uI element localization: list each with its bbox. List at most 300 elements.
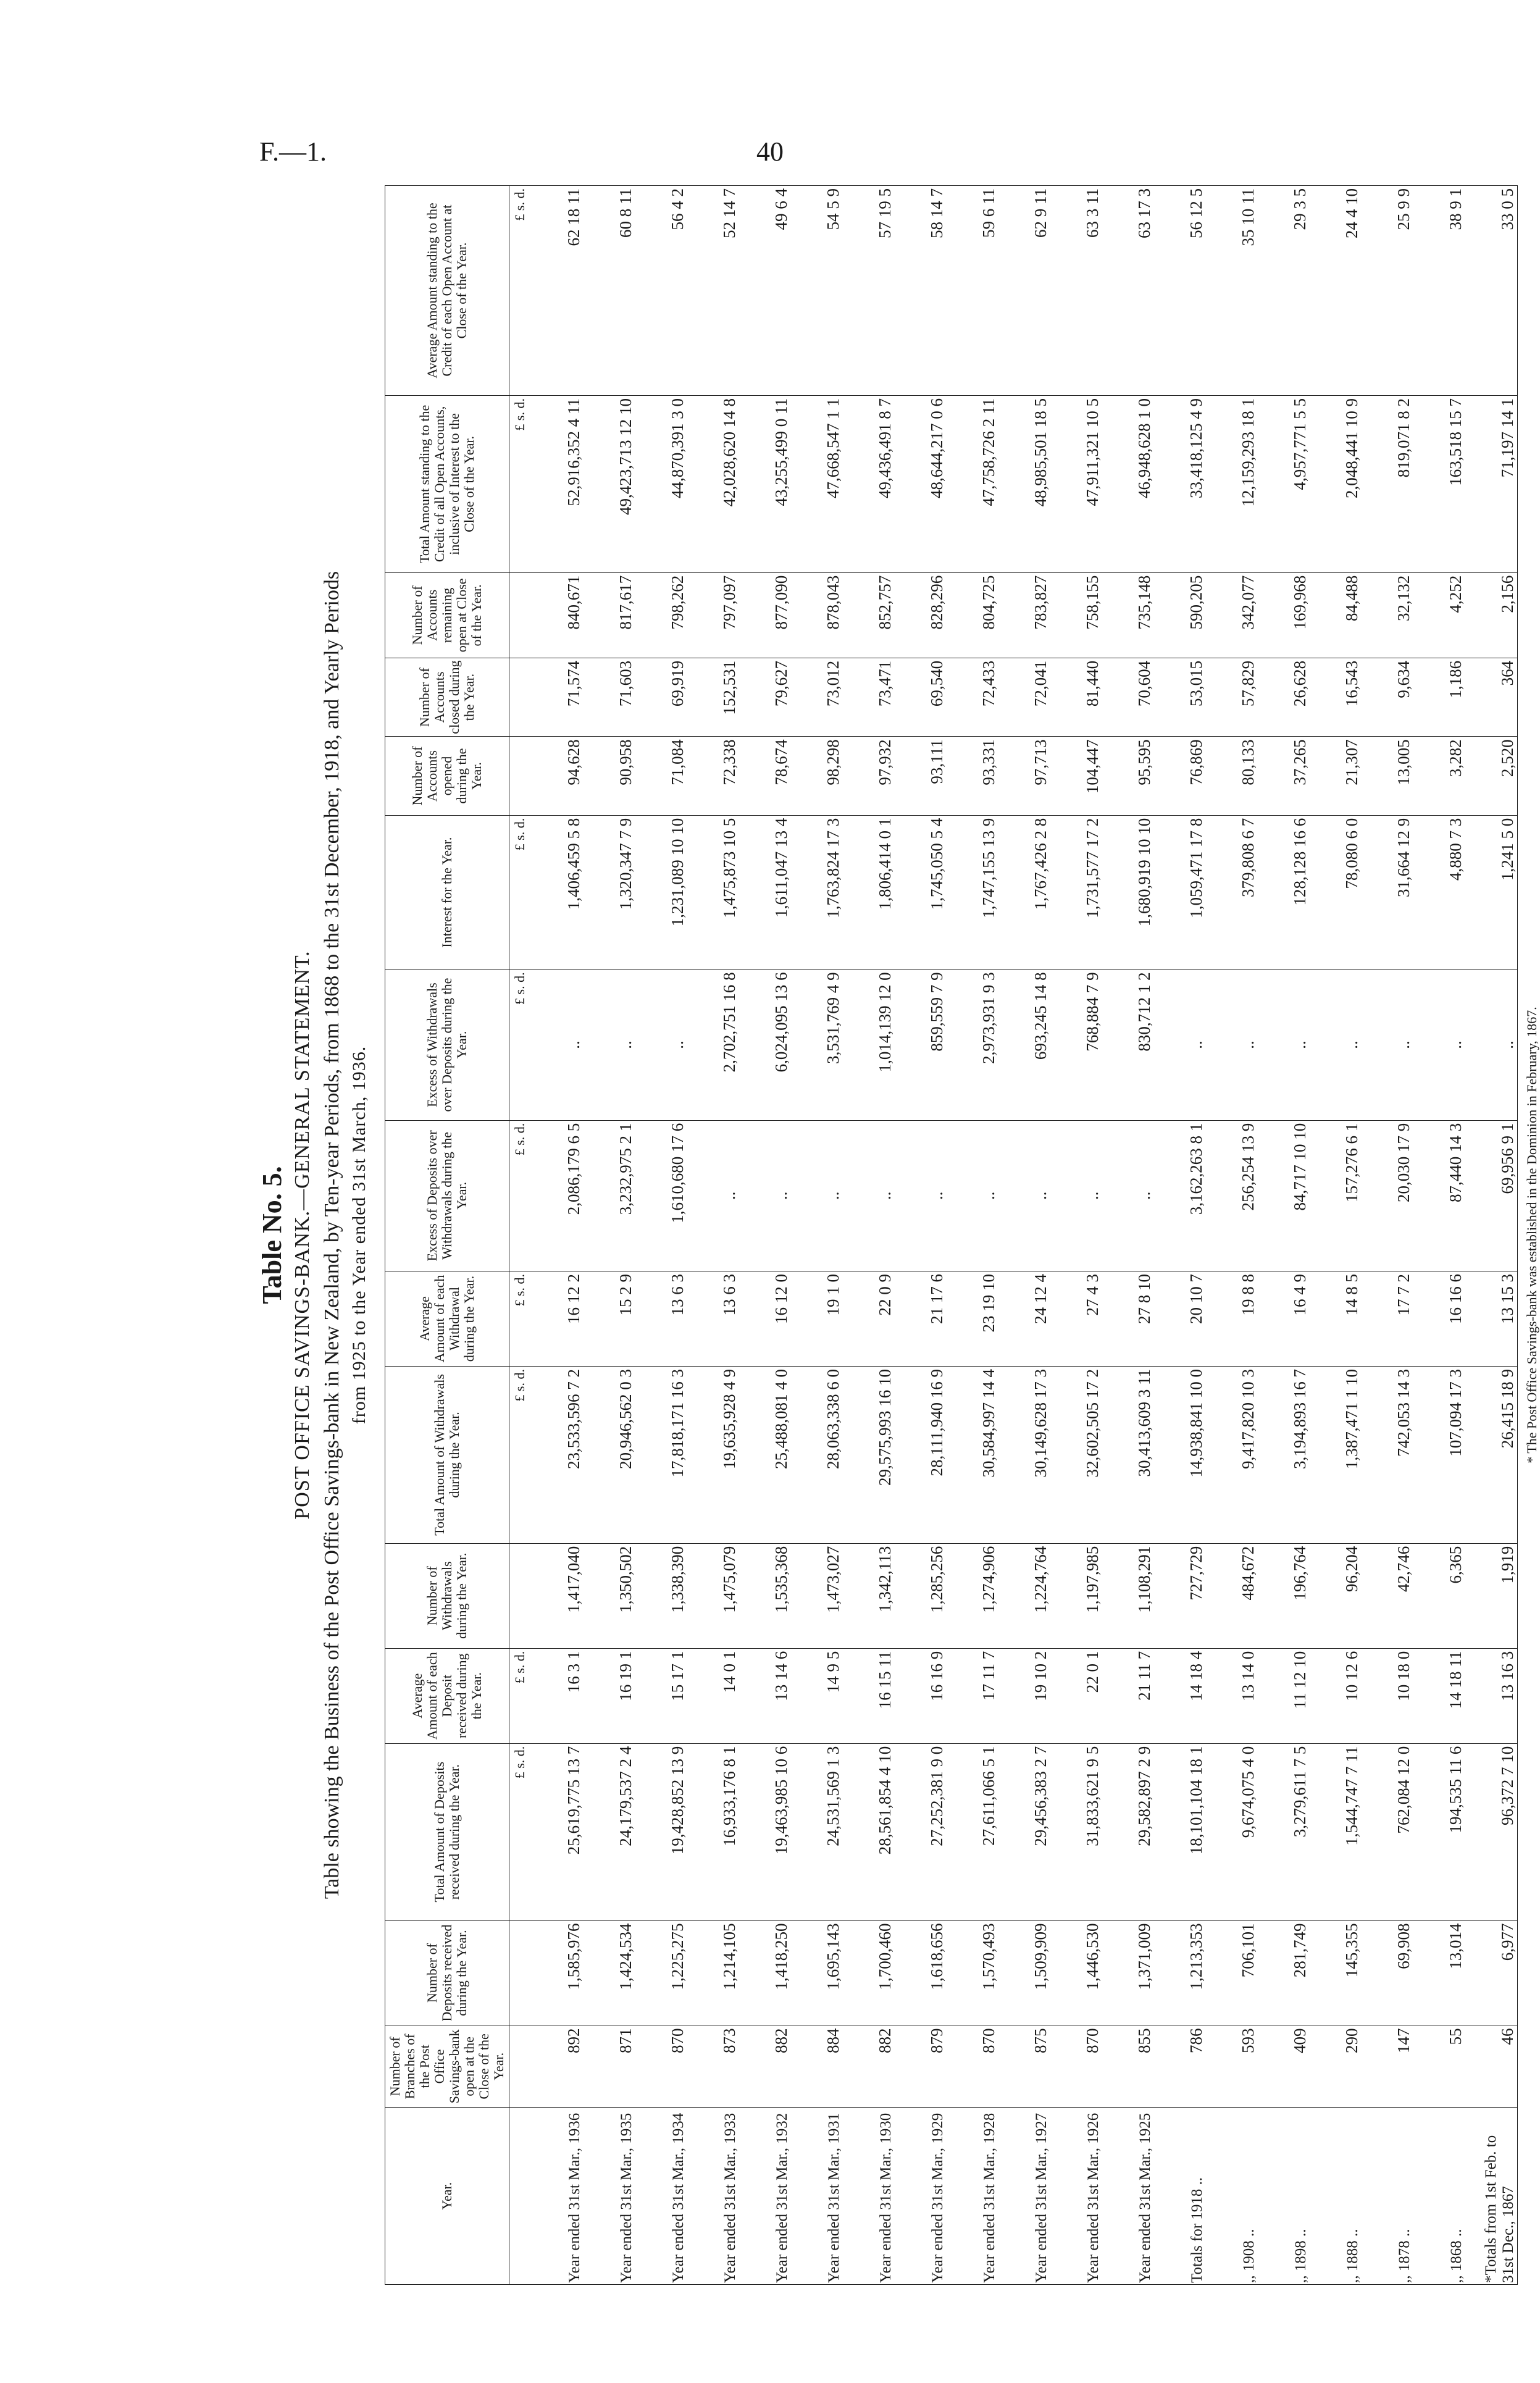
table-row bbox=[687, 186, 739, 2285]
table-cell: 72,041 bbox=[998, 658, 1050, 736]
row-label: Year ended 31st Mar., 1935 bbox=[584, 2108, 635, 2285]
column-header: Interest for the Year. bbox=[385, 815, 509, 970]
table-cell: 706,101 bbox=[1206, 1920, 1258, 2025]
table-cell: 23 19 10 bbox=[947, 1271, 998, 1366]
table-row bbox=[635, 186, 687, 2285]
table-row bbox=[791, 186, 843, 2285]
table-cell: 194,535 11 6 bbox=[1413, 1743, 1465, 1920]
table-cell: 79,627 bbox=[739, 658, 791, 736]
column-header: Number of Deposits received during the Year. bbox=[385, 1920, 509, 2025]
table-cell: .. bbox=[1258, 970, 1310, 1120]
table-cell: 1,475,873 10 5 bbox=[687, 815, 739, 970]
table-cell: 1,418,250 bbox=[739, 1920, 791, 2025]
table-cell: 104,447 bbox=[1050, 737, 1102, 815]
table-cell: 24 12 4 bbox=[998, 1271, 1050, 1366]
table-cell: 27,611,066 5 1 bbox=[947, 1743, 998, 1920]
table-row bbox=[895, 186, 947, 2285]
table-cell: 13 6 3 bbox=[635, 1271, 687, 1366]
table-cell: 1,763,824 17 3 bbox=[791, 815, 843, 970]
table-cell: 892 bbox=[528, 2025, 584, 2108]
table-cell: 16,543 bbox=[1310, 658, 1362, 736]
table-cell: 27 4 3 bbox=[1050, 1271, 1102, 1366]
table-cell: 3,232,975 2 1 bbox=[584, 1120, 635, 1271]
table-cell: 25,619,775 13 7 bbox=[528, 1743, 584, 1920]
table-cell: 727,729 bbox=[1154, 1543, 1206, 1648]
table-cell: 69,540 bbox=[895, 658, 947, 736]
table-cell: 798,262 bbox=[635, 572, 687, 658]
table-cell: 49,423,713 12 10 bbox=[584, 396, 635, 573]
table-cell: 38 9 1 bbox=[1413, 186, 1465, 396]
table-cell: 48,644,217 0 6 bbox=[895, 396, 947, 573]
table-cell: 256,254 13 9 bbox=[1206, 1120, 1258, 1271]
table-title-line2: from 1925 to the Year ended 31st March, 1936. bbox=[349, 1045, 369, 1425]
table-cell: .. bbox=[635, 970, 687, 1120]
table-cell: 1,424,534 bbox=[584, 1920, 635, 2025]
table-cell: 53,015 bbox=[1154, 658, 1206, 736]
table-cell: 10 12 6 bbox=[1310, 1648, 1362, 1743]
table-cell: 1,747,155 13 9 bbox=[947, 815, 998, 970]
table-cell: 30,584,997 14 4 bbox=[947, 1367, 998, 1544]
table-cell: 804,725 bbox=[947, 572, 998, 658]
table-cell: 1,417,040 bbox=[528, 1543, 584, 1648]
table-row bbox=[584, 186, 635, 2285]
table-cell: .. bbox=[1050, 1120, 1102, 1271]
table-cell: 94,628 bbox=[528, 737, 584, 815]
table-cell: 1,745,050 5 4 bbox=[895, 815, 947, 970]
row-label: Year ended 31st Mar., 1933 bbox=[687, 2108, 739, 2285]
table-cell: .. bbox=[687, 1120, 739, 1271]
table-cell: 49,436,491 8 7 bbox=[843, 396, 895, 573]
table-cell: 875 bbox=[998, 2025, 1050, 2108]
table-cell: 52,916,352 4 11 bbox=[528, 396, 584, 573]
table-cell: 97,713 bbox=[998, 737, 1050, 815]
table-cell: 13 14 6 bbox=[739, 1648, 791, 1743]
table-cell: 128,128 16 6 bbox=[1258, 815, 1310, 970]
table-cell: 71,197 14 1 bbox=[1465, 396, 1518, 573]
row-label: Year ended 31st Mar., 1925 bbox=[1102, 2108, 1154, 2285]
table-cell: 16 15 11 bbox=[843, 1648, 895, 1743]
table-cell: 14 18 4 bbox=[1154, 1648, 1206, 1743]
table-cell: 14 9 5 bbox=[791, 1648, 843, 1743]
table-cell: 786 bbox=[1154, 2025, 1206, 2108]
table-cell: 1,225,275 bbox=[635, 1920, 687, 2025]
table-cell: 3,531,769 4 9 bbox=[791, 970, 843, 1120]
table-cell: 32,132 bbox=[1362, 572, 1413, 658]
table-cell: 1,338,390 bbox=[635, 1543, 687, 1648]
table-cell: 879 bbox=[895, 2025, 947, 2108]
unit-cell: £ s. d. bbox=[509, 1367, 529, 1544]
table-cell: 16 16 6 bbox=[1413, 1271, 1465, 1366]
table-cell: 1,473,027 bbox=[791, 1543, 843, 1648]
table-cell: 95,595 bbox=[1102, 737, 1154, 815]
table-cell: 6,024,095 13 6 bbox=[739, 970, 791, 1120]
table-cell: 28,111,940 16 9 bbox=[895, 1367, 947, 1544]
table-cell: 873 bbox=[687, 2025, 739, 2108]
column-header: Number of Withdrawals during the Year. bbox=[385, 1543, 509, 1648]
table-row bbox=[1258, 186, 1310, 2285]
table-cell: 379,808 6 7 bbox=[1206, 815, 1258, 970]
table-cell: 28,561,854 4 10 bbox=[843, 1743, 895, 1920]
table-cell: 63 17 3 bbox=[1102, 186, 1154, 396]
row-label: Year ended 31st Mar., 1927 bbox=[998, 2108, 1050, 2285]
table-cell: 1,610,680 17 6 bbox=[635, 1120, 687, 1271]
table-cell: 1,186 bbox=[1413, 658, 1465, 736]
table-cell: 281,749 bbox=[1258, 1920, 1310, 2025]
table-cell: .. bbox=[998, 1120, 1050, 1271]
table-cell: 19 10 2 bbox=[998, 1648, 1050, 1743]
header-row bbox=[385, 186, 509, 2285]
table-cell: 593 bbox=[1206, 2025, 1258, 2108]
row-label: Year ended 31st Mar., 1931 bbox=[791, 2108, 843, 2285]
table-cell: 46,948,628 1 0 bbox=[1102, 396, 1154, 573]
table-cell: .. bbox=[1413, 970, 1465, 1120]
table-cell: 290 bbox=[1310, 2025, 1362, 2108]
table-cell: 13,005 bbox=[1362, 737, 1413, 815]
table-cell: 96,204 bbox=[1310, 1543, 1362, 1648]
table-cell: 1,731,577 17 2 bbox=[1050, 815, 1102, 970]
table-cell: 54 5 9 bbox=[791, 186, 843, 396]
table-cell: 1,509,909 bbox=[998, 1920, 1050, 2025]
table-cell: 1,700,460 bbox=[843, 1920, 895, 2025]
column-header: Excess of Deposits over Withdrawals during the Year. bbox=[385, 1120, 509, 1271]
table-cell: 1,446,530 bbox=[1050, 1920, 1102, 2025]
table-cell: 72,338 bbox=[687, 737, 739, 815]
table-cell: 20,946,562 0 3 bbox=[584, 1367, 635, 1544]
table-cell: 26,415 18 9 bbox=[1465, 1367, 1518, 1544]
unit-cell bbox=[509, 737, 529, 815]
table-row bbox=[1362, 186, 1413, 2285]
table-cell: 1,320,347 7 9 bbox=[584, 815, 635, 970]
table-cell: 1,342,113 bbox=[843, 1543, 895, 1648]
table-cell: 1,406,459 5 8 bbox=[528, 815, 584, 970]
table-cell: 870 bbox=[947, 2025, 998, 2108]
table-cell: 52 14 7 bbox=[687, 186, 739, 396]
table-cell: 762,084 12 0 bbox=[1362, 1743, 1413, 1920]
unit-cell: £ s. d. bbox=[509, 396, 529, 573]
table-cell: 14 18 11 bbox=[1413, 1648, 1465, 1743]
unit-cell bbox=[509, 572, 529, 658]
table-cell: .. bbox=[947, 1120, 998, 1271]
table-cell: 49 6 4 bbox=[739, 186, 791, 396]
table-cell: 97,932 bbox=[843, 737, 895, 815]
footnote: * The Post Office Savings-bank was established in the Dominion in February, 1867. bbox=[1524, 1007, 1539, 1464]
table-cell: 16 12 0 bbox=[739, 1271, 791, 1366]
table-cell: 71,603 bbox=[584, 658, 635, 736]
table-cell: 2,973,931 9 3 bbox=[947, 970, 998, 1120]
table-cell: 20 10 7 bbox=[1154, 1271, 1206, 1366]
table-cell: 19,428,852 13 9 bbox=[635, 1743, 687, 1920]
table-cell: 93,111 bbox=[895, 737, 947, 815]
table-cell: 58 14 7 bbox=[895, 186, 947, 396]
table-cell: 758,155 bbox=[1050, 572, 1102, 658]
table-cell: 71,084 bbox=[635, 737, 687, 815]
table-cell: 859,559 7 9 bbox=[895, 970, 947, 1120]
row-label: ,, 1908 .. bbox=[1206, 2108, 1258, 2285]
table-cell: 24,179,537 2 4 bbox=[584, 1743, 635, 1920]
table-row bbox=[528, 186, 584, 2285]
table-cell: 3,162,263 8 1 bbox=[1154, 1120, 1206, 1271]
table-cell: 20,030 17 9 bbox=[1362, 1120, 1413, 1271]
table-cell: 1,544,747 7 11 bbox=[1310, 1743, 1362, 1920]
table-cell: 817,617 bbox=[584, 572, 635, 658]
table-cell: 13 6 3 bbox=[687, 1271, 739, 1366]
table-cell: 169,968 bbox=[1258, 572, 1310, 658]
table-cell: 828,296 bbox=[895, 572, 947, 658]
table-cell: 2,048,441 10 9 bbox=[1310, 396, 1362, 573]
table-cell: 33 0 5 bbox=[1465, 186, 1518, 396]
column-header: Average Amount of each Withdrawal during the Year. bbox=[385, 1271, 509, 1366]
table-cell: 57 19 5 bbox=[843, 186, 895, 396]
table-cell: 93,331 bbox=[947, 737, 998, 815]
unit-cell: £ s. d. bbox=[509, 1648, 529, 1743]
unit-cell: £ s. d. bbox=[509, 1743, 529, 1920]
table-cell: 29 3 5 bbox=[1258, 186, 1310, 396]
table-cell: 16 19 1 bbox=[584, 1648, 635, 1743]
table-cell: 73,012 bbox=[791, 658, 843, 736]
table-cell: 35 10 11 bbox=[1206, 186, 1258, 396]
table-cell: 42,746 bbox=[1362, 1543, 1413, 1648]
table-cell: 1,611,047 13 4 bbox=[739, 815, 791, 970]
table-cell: 364 bbox=[1465, 658, 1518, 736]
table-cell: 1,274,906 bbox=[947, 1543, 998, 1648]
row-label: ,, 1898 .. bbox=[1258, 2108, 1310, 2285]
table-row bbox=[1102, 186, 1154, 2285]
table-cell: 62 18 11 bbox=[528, 186, 584, 396]
table-cell: 21,307 bbox=[1310, 737, 1362, 815]
table-cell: 48,985,501 18 5 bbox=[998, 396, 1050, 573]
column-header: Average Amount standing to the Credit of each Open Account at Close of the Year. bbox=[385, 186, 509, 396]
table-cell: 24,531,569 1 3 bbox=[791, 1743, 843, 1920]
column-header: Number of Branches of the Post Office Savings-bank open at the Close of the Year. bbox=[385, 2025, 509, 2108]
table-cell: 855 bbox=[1102, 2025, 1154, 2108]
table-cell: 4,957,771 5 5 bbox=[1258, 396, 1310, 573]
page-code: F.—1. bbox=[259, 136, 327, 167]
table-cell: 22 0 9 bbox=[843, 1271, 895, 1366]
table-cell: .. bbox=[1310, 970, 1362, 1120]
table-cell: 25,488,081 4 0 bbox=[739, 1367, 791, 1544]
table-cell: 46 bbox=[1465, 2025, 1518, 2108]
table-cell: 84,488 bbox=[1310, 572, 1362, 658]
units-row bbox=[509, 186, 529, 2285]
table-row bbox=[1465, 186, 1518, 2285]
table-cell: .. bbox=[1362, 970, 1413, 1120]
column-header: Average Amount of each Deposit received during the Year. bbox=[385, 1648, 509, 1743]
table-cell: 13 15 3 bbox=[1465, 1271, 1518, 1366]
row-label: *Totals from 1st Feb. to 31st Dec., 1867 bbox=[1465, 2108, 1518, 2285]
column-header: Number of Accounts remaining open at Close of the Year. bbox=[385, 572, 509, 658]
unit-cell bbox=[509, 2108, 529, 2285]
table-cell: 797,097 bbox=[687, 572, 739, 658]
table-cell: 1,680,919 10 10 bbox=[1102, 815, 1154, 970]
table-cell: 196,764 bbox=[1258, 1543, 1310, 1648]
table-cell: 1,285,256 bbox=[895, 1543, 947, 1648]
table-cell: 735,148 bbox=[1102, 572, 1154, 658]
table-cell: 6,365 bbox=[1413, 1543, 1465, 1648]
table-row bbox=[1206, 186, 1258, 2285]
table-cell: 96,372 7 10 bbox=[1465, 1743, 1518, 1920]
table-cell: .. bbox=[1154, 970, 1206, 1120]
table-cell: 47,758,726 2 11 bbox=[947, 396, 998, 573]
table-cell: 3,279,611 7 5 bbox=[1258, 1743, 1310, 1920]
table-cell: 1,475,079 bbox=[687, 1543, 739, 1648]
unit-cell bbox=[509, 1920, 529, 2025]
table-cell: 2,086,179 6 5 bbox=[528, 1120, 584, 1271]
table-cell: 19 8 8 bbox=[1206, 1271, 1258, 1366]
table-cell: 1,535,368 bbox=[739, 1543, 791, 1648]
table-cell: 12,159,293 18 1 bbox=[1206, 396, 1258, 573]
table-cell: 6,977 bbox=[1465, 1920, 1518, 2025]
table-cell: 57,829 bbox=[1206, 658, 1258, 736]
table-cell: 1,387,471 1 10 bbox=[1310, 1367, 1362, 1544]
row-label: Year ended 31st Mar., 1936 bbox=[528, 2108, 584, 2285]
table-cell: 17,818,171 16 3 bbox=[635, 1367, 687, 1544]
table-cell: 84,717 10 10 bbox=[1258, 1120, 1310, 1271]
table-cell: 1,570,493 bbox=[947, 1920, 998, 2025]
column-header: Total Amount of Deposits received during the Year. bbox=[385, 1743, 509, 1920]
table-cell: 484,672 bbox=[1206, 1543, 1258, 1648]
table-cell: 29,582,897 2 9 bbox=[1102, 1743, 1154, 1920]
table-cell: 76,869 bbox=[1154, 737, 1206, 815]
table-cell: 15 17 1 bbox=[635, 1648, 687, 1743]
table-cell: 840,671 bbox=[528, 572, 584, 658]
table-cell: 87,440 14 3 bbox=[1413, 1120, 1465, 1271]
table-cell: 870 bbox=[635, 2025, 687, 2108]
table-cell: 63 3 11 bbox=[1050, 186, 1102, 396]
column-header: Year. bbox=[385, 2108, 509, 2285]
table-cell: 145,355 bbox=[1310, 1920, 1362, 2025]
table-cell: 1,214,105 bbox=[687, 1920, 739, 2025]
table-row bbox=[1050, 186, 1102, 2285]
table-cell: 882 bbox=[843, 2025, 895, 2108]
table-row bbox=[1413, 186, 1465, 2285]
table-cell: .. bbox=[739, 1120, 791, 1271]
table-cell: 19,463,985 10 6 bbox=[739, 1743, 791, 1920]
table-cell: 31,833,621 9 5 bbox=[1050, 1743, 1102, 1920]
table-cell: 1,350,502 bbox=[584, 1543, 635, 1648]
row-label: Year ended 31st Mar., 1934 bbox=[635, 2108, 687, 2285]
table-cell: 742,053 14 3 bbox=[1362, 1367, 1413, 1544]
table-cell: 78,080 6 0 bbox=[1310, 815, 1362, 970]
table-cell: 9,674,075 4 0 bbox=[1206, 1743, 1258, 1920]
table-cell: 16 3 1 bbox=[528, 1648, 584, 1743]
table-cell: 59 6 11 bbox=[947, 186, 998, 396]
table-cell: 55 bbox=[1413, 2025, 1465, 2108]
table-cell: 69,956 9 1 bbox=[1465, 1120, 1518, 1271]
table-cell: 9,417,820 10 3 bbox=[1206, 1367, 1258, 1544]
table-cell: 29,456,383 2 7 bbox=[998, 1743, 1050, 1920]
table-cell: 1,014,139 12 0 bbox=[843, 970, 895, 1120]
table-cell: .. bbox=[1465, 970, 1518, 1120]
table-cell: .. bbox=[843, 1120, 895, 1271]
table-cell: 1,241 5 0 bbox=[1465, 815, 1518, 970]
table-cell: 877,090 bbox=[739, 572, 791, 658]
table-cell: 830,712 1 2 bbox=[1102, 970, 1154, 1120]
table-cell: 2,156 bbox=[1465, 572, 1518, 658]
table-cell: 19,635,928 4 9 bbox=[687, 1367, 739, 1544]
table-cell: 1,231,089 10 10 bbox=[635, 815, 687, 970]
table-cell: 11 12 10 bbox=[1258, 1648, 1310, 1743]
table-cell: 23,533,596 7 2 bbox=[528, 1367, 584, 1544]
table-cell: 1,108,291 bbox=[1102, 1543, 1154, 1648]
table-cell: 157,276 6 1 bbox=[1310, 1120, 1362, 1271]
table-number: Table No. 5. bbox=[257, 1166, 287, 1304]
unit-cell bbox=[509, 1543, 529, 1648]
table-cell: 56 4 2 bbox=[635, 186, 687, 396]
table-cell: 1,371,009 bbox=[1102, 1920, 1154, 2025]
table-subtitle: POST OFFICE SAVINGS-BANK.—GENERAL STATEMENT. bbox=[291, 950, 314, 1520]
row-label: Year ended 31st Mar., 1929 bbox=[895, 2108, 947, 2285]
table-cell: 147 bbox=[1362, 2025, 1413, 2108]
unit-cell: £ s. d. bbox=[509, 1271, 529, 1366]
table-cell: 2,702,751 16 8 bbox=[687, 970, 739, 1120]
table-cell: .. bbox=[528, 970, 584, 1120]
table-cell: 32,602,505 17 2 bbox=[1050, 1367, 1102, 1544]
table-cell: 1,618,656 bbox=[895, 1920, 947, 2025]
table-cell: 18,101,104 18 1 bbox=[1154, 1743, 1206, 1920]
table-cell: 31,664 12 9 bbox=[1362, 815, 1413, 970]
table-cell: 10 18 0 bbox=[1362, 1648, 1413, 1743]
table-cell: 884 bbox=[791, 2025, 843, 2108]
table-cell: 56 12 5 bbox=[1154, 186, 1206, 396]
table-row bbox=[1310, 186, 1362, 2285]
table-cell: 47,668,547 1 1 bbox=[791, 396, 843, 573]
table-cell: 26,628 bbox=[1258, 658, 1310, 736]
unit-cell: £ s. d. bbox=[509, 970, 529, 1120]
table-cell: 4,880 7 3 bbox=[1413, 815, 1465, 970]
table-cell: 3,194,893 16 7 bbox=[1258, 1367, 1310, 1544]
table-cell: 14 0 1 bbox=[687, 1648, 739, 1743]
table-cell: 21 17 6 bbox=[895, 1271, 947, 1366]
table-cell: 4,252 bbox=[1413, 572, 1465, 658]
table-cell: 590,205 bbox=[1154, 572, 1206, 658]
table-cell: 16 4 9 bbox=[1258, 1271, 1310, 1366]
table-cell: 3,282 bbox=[1413, 737, 1465, 815]
unit-cell bbox=[509, 2025, 529, 2108]
table-cell: 72,433 bbox=[947, 658, 998, 736]
row-label: Totals for 1918 .. bbox=[1154, 2108, 1206, 2285]
table-cell: 768,884 7 9 bbox=[1050, 970, 1102, 1120]
table-cell: 1,919 bbox=[1465, 1543, 1518, 1648]
rotated-table-page bbox=[256, 185, 1539, 2285]
table-cell: 71,574 bbox=[528, 658, 584, 736]
table-cell: 69,919 bbox=[635, 658, 687, 736]
page-number: 40 bbox=[756, 136, 784, 167]
table-cell: 27 8 10 bbox=[1102, 1271, 1154, 1366]
table-cell: 73,471 bbox=[843, 658, 895, 736]
table-cell: 28,063,338 6 0 bbox=[791, 1367, 843, 1544]
table-cell: 14,938,841 10 0 bbox=[1154, 1367, 1206, 1544]
row-label: Year ended 31st Mar., 1930 bbox=[843, 2108, 895, 2285]
table-cell: 342,077 bbox=[1206, 572, 1258, 658]
table-cell: 14 8 5 bbox=[1310, 1271, 1362, 1366]
table-row bbox=[1154, 186, 1206, 2285]
table-cell: 47,911,321 10 5 bbox=[1050, 396, 1102, 573]
table-title-line1: Table showing the Business of the Post Office Savings-bank in New Zealand, by Ten-year Periods, from 1868 to the 31st December, 1918, and Yearly Periods bbox=[320, 571, 343, 1899]
table-cell: .. bbox=[1102, 1120, 1154, 1271]
table-cell: 17 7 2 bbox=[1362, 1271, 1413, 1366]
unit-cell: £ s. d. bbox=[509, 815, 529, 970]
column-header: Excess of Withdrawals over Deposits during the Year. bbox=[385, 970, 509, 1120]
table-cell: 81,440 bbox=[1050, 658, 1102, 736]
table-cell: .. bbox=[895, 1120, 947, 1271]
table-cell: 27,252,381 9 0 bbox=[895, 1743, 947, 1920]
table-cell: 107,094 17 3 bbox=[1413, 1367, 1465, 1544]
table-cell: 163,518 15 7 bbox=[1413, 396, 1465, 573]
table-cell: 42,028,620 14 8 bbox=[687, 396, 739, 573]
table-cell: 871 bbox=[584, 2025, 635, 2108]
table-cell: 1,059,471 17 8 bbox=[1154, 815, 1206, 970]
column-header: Total Amount of Withdrawals during the Year. bbox=[385, 1367, 509, 1544]
